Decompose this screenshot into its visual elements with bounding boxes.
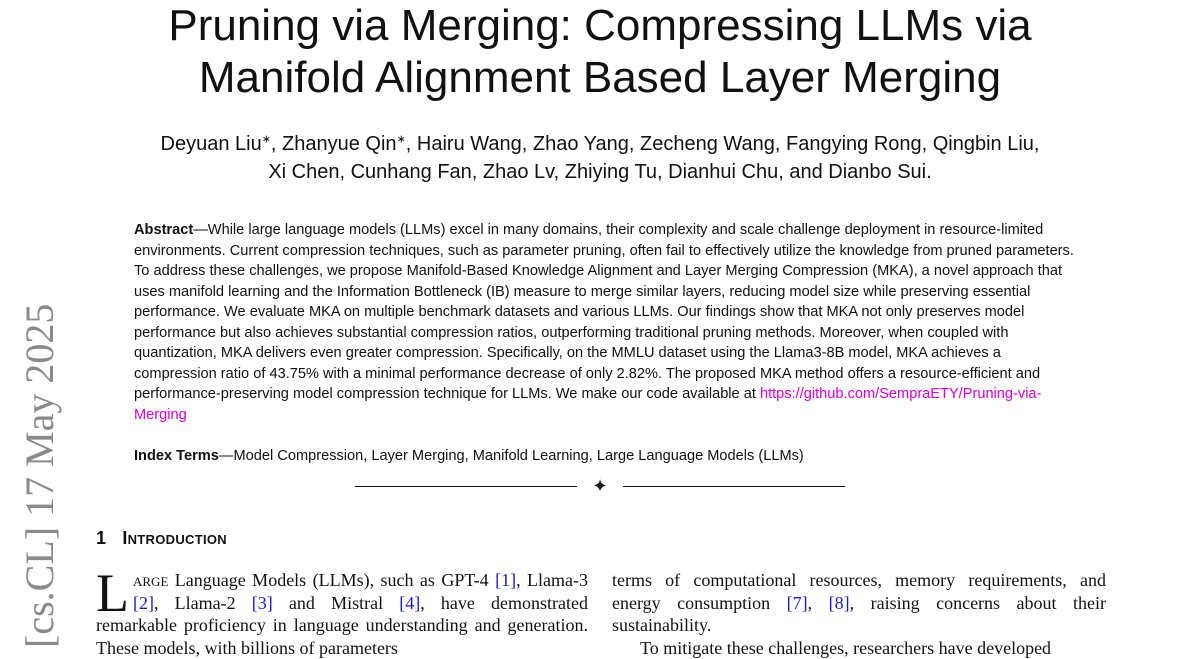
equal-contribution-mark: ∗ <box>262 133 271 145</box>
divider-ornament-icon: ✦ <box>590 476 610 496</box>
arxiv-side-stamp: [cs.CL] 17 May 2025 <box>18 304 62 648</box>
title-line-1: Pruning via Merging: Compressing LLMs via <box>168 1 1031 50</box>
index-terms-body: —Model Compression, Layer Merging, Manifold Learning, Large Language Models (LLMs) <box>219 448 804 464</box>
citation-link[interactable]: [7] <box>787 593 808 613</box>
citation-link[interactable]: [8] <box>829 593 850 613</box>
drop-cap: L <box>96 573 129 613</box>
body-text: and Mistral <box>273 593 399 613</box>
citation-link[interactable]: [3] <box>252 593 273 613</box>
author-list: Deyuan Liu∗, Zhanyue Qin∗, Hairu Wang, Zhao Yang, Zecheng Wang, Fangying Rong, Qingbin Liu, Xi Chen, Cunhang Fan, Zhao Lv, Zhiying Tu, Dianhui Chu, and Dianbo Sui. <box>0 130 1200 186</box>
abstract <box>134 220 1074 425</box>
citation-link[interactable]: [4] <box>399 593 420 613</box>
section-title: Introduction <box>122 528 227 548</box>
section-divider-left <box>355 486 577 487</box>
body-column-right <box>612 569 1106 659</box>
body-text: , <box>808 593 829 613</box>
body-text: , Llama-2 <box>154 593 252 613</box>
authors-line-1-rest: , Hairu Wang, Zhao Yang, Zecheng Wang, Fangying Rong, Qingbin Liu, <box>406 133 1040 155</box>
body-text: Language Models (LLMs), such as GPT-4 <box>168 570 495 590</box>
citation-link[interactable]: [2] <box>133 593 154 613</box>
body-column-left <box>96 569 588 659</box>
authors-line-2: Xi Chen, Cunhang Fan, Zhao Lv, Zhiying Tu, Dianhui Chu, and Dianbo Sui. <box>268 161 931 183</box>
body-text: , have demonstrated remarkable proficiency in language understanding and generation. These models, with billions of parameters <box>96 593 588 658</box>
author-1: Deyuan Liu <box>161 133 262 155</box>
smallcaps-word: arge <box>133 570 168 590</box>
section-heading <box>96 526 227 550</box>
body-text: , raising concerns about their sustainability. <box>612 593 1106 636</box>
section-number: 1 <box>96 528 106 548</box>
body-text: terms of computational resources, memory requirements, and energy consumption <box>612 570 1106 613</box>
author-2: Zhanyue Qin <box>282 133 397 155</box>
title-line-2: Manifold Alignment Based Layer Merging <box>199 53 1001 102</box>
code-repository-link[interactable]: https://github.com/SempraETY/Pruning-via-Merging <box>134 386 1041 423</box>
section-divider-right <box>623 486 845 487</box>
citation-link[interactable]: [1] <box>495 570 516 590</box>
index-terms <box>134 446 1074 466</box>
paragraph-2: To mitigate these challenges, researchers have developed <box>612 637 1106 659</box>
abstract-body: —While large language models (LLMs) excel in many domains, their complexity and scale challenge deployment in resource-limited environments. Current compression techniques, such as parameter pruning, often fail to effectively utilize the knowledge from pruned parameters. To address these challenges, we propose Manifold-Based Knowledge Alignment and Layer Merging Compression (MKA), a novel approach that uses manifold learning and the Information Bottleneck (IB) measure to merge similar layers, reducing model size while preserving essential performance. We evaluate MKA on multiple benchmark datasets and various LLMs. Our findings show that MKA not only preserves model performance but also achieves substantial compression ratios, outperforming traditional pruning methods. Moreover, when coupled with quantization, MKA delivers even greater compression. Specifically, on the MMLU dataset using the Llama3-8B model, MKA achieves a compression ratio of 43.75% with a minimal performance decrease of only 2.82%. The proposed MKA method offers a resource-efficient and performance-preserving model compression technique for LLMs. We make our code available at <box>134 222 1074 402</box>
body-text: , Llama-3 <box>516 570 588 590</box>
paper-title <box>0 0 1200 104</box>
index-terms-label: Index Terms <box>134 448 219 464</box>
abstract-label: Abstract <box>134 222 193 238</box>
equal-contribution-mark: ∗ <box>397 133 406 145</box>
